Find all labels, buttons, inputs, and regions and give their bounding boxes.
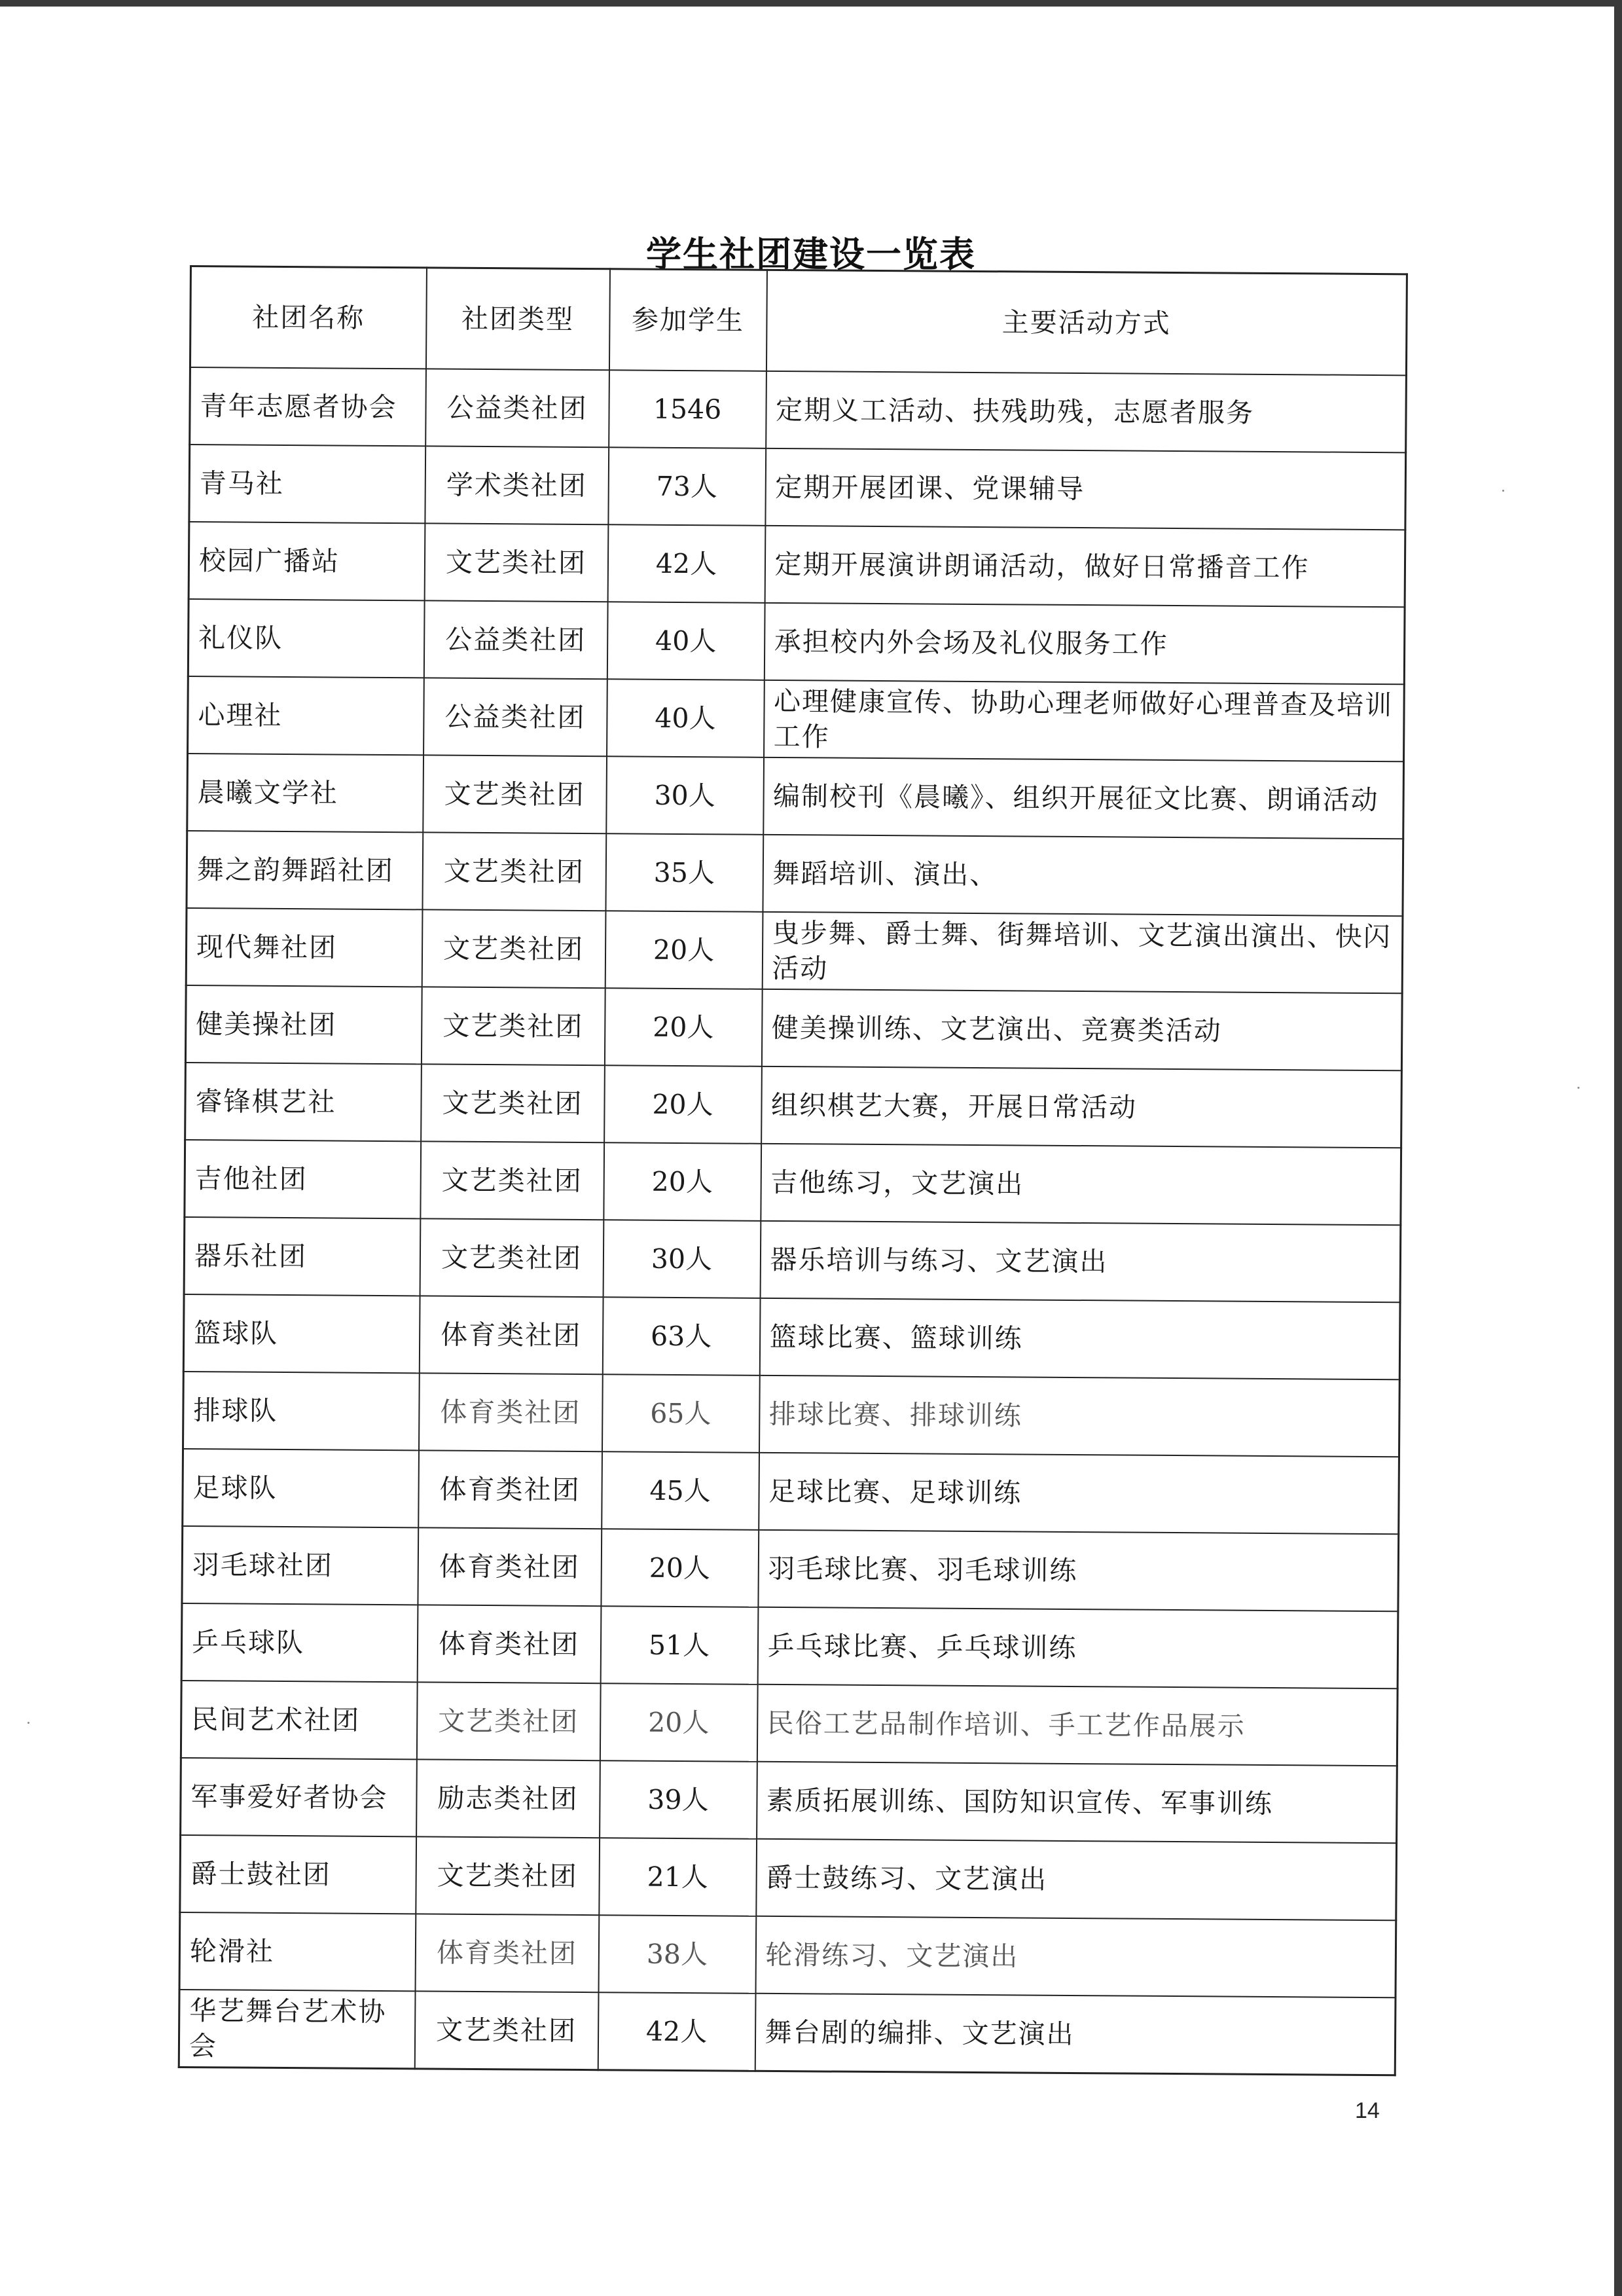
activities-cell: 舞蹈培训、演出、 <box>763 835 1403 916</box>
participants-cell: 20人 <box>605 911 763 989</box>
society-table <box>178 265 1408 2076</box>
page-title: 学生社团建设一览表 <box>646 234 976 276</box>
table-row <box>187 831 1403 916</box>
participants-cell: 51人 <box>600 1606 758 1685</box>
table-header-row <box>190 266 1407 376</box>
society-name-cell: 校园广播站 <box>189 522 425 600</box>
society-type-cell: 体育类社团 <box>419 1373 603 1451</box>
society-type-cell: 体育类社团 <box>419 1296 603 1374</box>
table-row <box>188 599 1405 684</box>
table-row <box>181 1758 1397 1843</box>
participants-cell: 20人 <box>604 1065 762 1144</box>
society-type-cell: 体育类社团 <box>418 1527 602 1606</box>
society-type-cell: 体育类社团 <box>415 1914 599 1992</box>
scan-speck <box>27 1722 29 1724</box>
activities-cell: 素质拓展训练、国防知识宣传、军事训练 <box>757 1762 1397 1843</box>
society-name-cell: 吉他社团 <box>185 1140 421 1218</box>
table-body <box>179 367 1406 2075</box>
participants-cell: 42人 <box>607 524 765 603</box>
table-row <box>189 445 1406 530</box>
society-name-cell: 民间艺术社团 <box>181 1681 417 1759</box>
table-row <box>183 1294 1400 1379</box>
society-type-cell: 文艺类社团 <box>421 987 605 1065</box>
participants-cell: 38人 <box>598 1915 756 1994</box>
activities-cell: 吉他练习，文艺演出 <box>761 1144 1401 1225</box>
society-name-cell: 青年志愿者协会 <box>190 367 426 446</box>
table-row <box>188 676 1405 761</box>
table-row <box>182 1526 1399 1611</box>
activities-cell: 组织棋艺大赛，开展日常活动 <box>761 1066 1402 1148</box>
activities-cell: 篮球比赛、篮球训练 <box>759 1298 1400 1379</box>
participants-cell: 30人 <box>603 1220 761 1298</box>
table-row <box>183 1372 1400 1457</box>
activities-cell: 器乐培训与练习、文艺演出 <box>760 1221 1401 1302</box>
society-type-cell: 体育类社团 <box>418 1450 602 1529</box>
activities-cell: 健美操训练、文艺演出、竞赛类活动 <box>761 989 1402 1070</box>
scan-border-right <box>1614 0 1622 2296</box>
society-type-cell: 励志类社团 <box>416 1759 600 1838</box>
society-type-cell: 体育类社团 <box>417 1605 601 1683</box>
activities-cell: 承担校内外会场及礼仪服务工作 <box>764 603 1405 684</box>
page-number: 14 <box>1355 2098 1380 2123</box>
society-name-cell: 篮球队 <box>183 1294 420 1373</box>
society-name-cell: 器乐社团 <box>184 1217 420 1296</box>
participants-cell: 45人 <box>602 1451 759 1530</box>
participants-cell: 63人 <box>602 1297 760 1376</box>
society-name-cell: 爵士鼓社团 <box>180 1835 416 1914</box>
table-row <box>180 1835 1397 1920</box>
scan-border-top <box>0 0 1622 7</box>
table-row <box>181 1681 1397 1766</box>
society-name-cell: 华艺舞台艺术协会 <box>179 1990 415 2069</box>
table-row <box>184 1217 1401 1302</box>
participants-cell: 30人 <box>606 756 764 835</box>
activities-cell: 定期义工活动、扶残助残，志愿者服务 <box>766 371 1407 452</box>
society-type-cell: 文艺类社团 <box>422 832 606 911</box>
table-row <box>189 522 1405 607</box>
activities-cell: 爵士鼓练习、文艺演出 <box>756 1839 1397 1920</box>
society-name-cell: 礼仪队 <box>188 599 424 678</box>
table-row <box>179 1990 1396 2075</box>
society-type-cell: 文艺类社团 <box>424 523 608 602</box>
activities-cell: 编制校刊《晨曦》、组织开展征文比赛、朗诵活动 <box>763 757 1404 839</box>
society-name-cell: 乒乓球队 <box>181 1603 418 1682</box>
society-type-cell: 文艺类社团 <box>416 1836 600 1915</box>
header-participants: 参加学生 <box>609 269 766 371</box>
table-row <box>183 1449 1399 1534</box>
society-type-cell: 文艺类社团 <box>422 909 605 988</box>
society-type-cell: 文艺类社团 <box>416 1682 600 1760</box>
activities-cell: 羽毛球比赛、羽毛球训练 <box>758 1530 1399 1611</box>
society-type-cell: 文艺类社团 <box>423 755 607 833</box>
society-name-cell: 羽毛球社团 <box>182 1526 418 1605</box>
society-type-cell: 文艺类社团 <box>420 1218 604 1297</box>
society-name-cell: 心理社 <box>188 676 424 755</box>
society-name-cell: 晨曦文学社 <box>187 754 424 832</box>
society-name-cell: 足球队 <box>183 1449 419 1527</box>
society-name-cell: 排球队 <box>183 1372 420 1450</box>
society-type-cell: 公益类社团 <box>424 600 607 679</box>
participants-cell: 20人 <box>601 1529 759 1607</box>
scan-speck <box>1577 1087 1579 1089</box>
activities-cell: 心理健康宣传、协助心理老师做好心理普查及培训工作 <box>764 680 1405 761</box>
activities-cell: 足球比赛、足球训练 <box>759 1453 1399 1534</box>
table-row <box>179 1912 1396 1997</box>
scan-speck <box>1502 490 1504 492</box>
header-society-name: 社团名称 <box>190 266 426 369</box>
participants-cell: 40人 <box>607 679 765 757</box>
activities-cell: 民俗工艺品制作培训、手工艺作品展示 <box>757 1685 1397 1766</box>
activities-cell: 定期开展团课、党课辅导 <box>765 448 1406 530</box>
header-main-activities: 主要活动方式 <box>766 270 1407 375</box>
participants-cell: 20人 <box>604 988 762 1066</box>
participants-cell: 73人 <box>608 447 766 526</box>
participants-cell: 35人 <box>605 833 763 912</box>
society-type-cell: 文艺类社团 <box>420 1141 604 1220</box>
participants-cell: 20人 <box>600 1683 757 1762</box>
society-name-cell: 轮滑社 <box>179 1912 416 1991</box>
participants-cell: 42人 <box>598 1992 755 2071</box>
table-row <box>185 1140 1401 1225</box>
society-type-cell: 公益类社团 <box>424 678 607 756</box>
activities-cell: 乒乓球比赛、乒乓球训练 <box>757 1607 1398 1688</box>
society-name-cell: 军事爱好者协会 <box>181 1758 417 1836</box>
header-society-type: 社团类型 <box>425 268 609 370</box>
participants-cell: 21人 <box>599 1838 757 1916</box>
participants-cell: 1546 <box>609 370 766 448</box>
table-row <box>181 1603 1398 1688</box>
activities-cell: 曳步舞、爵士舞、街舞培训、文艺演出演出、快闪活动 <box>762 912 1403 993</box>
activities-cell: 轮滑练习、文艺演出 <box>755 1916 1396 1997</box>
society-name-cell: 现代舞社团 <box>186 908 422 987</box>
society-type-cell: 学术类社团 <box>425 446 609 524</box>
society-name-cell: 舞之韵舞蹈社团 <box>187 831 423 909</box>
table-row <box>190 367 1407 452</box>
society-type-cell: 文艺类社团 <box>414 1991 598 2069</box>
society-type-cell: 文艺类社团 <box>421 1064 605 1142</box>
activities-cell: 定期开展演讲朗诵活动，做好日常播音工作 <box>765 526 1405 607</box>
participants-cell: 39人 <box>600 1760 757 1839</box>
society-name-cell: 睿锋棋艺社 <box>185 1063 422 1141</box>
society-name-cell: 健美操社团 <box>185 985 422 1064</box>
society-table-container <box>178 265 1406 2076</box>
society-type-cell: 公益类社团 <box>425 369 609 447</box>
activities-cell: 舞台剧的编排、文艺演出 <box>755 1994 1396 2075</box>
activities-cell: 排球比赛、排球训练 <box>759 1376 1399 1457</box>
table-row <box>185 985 1402 1070</box>
society-name-cell: 青马社 <box>189 445 425 523</box>
table-row <box>187 754 1404 839</box>
table-row <box>186 908 1403 993</box>
participants-cell: 40人 <box>607 602 765 680</box>
participants-cell: 20人 <box>604 1142 761 1221</box>
participants-cell: 65人 <box>602 1374 759 1453</box>
table-row <box>185 1063 1402 1148</box>
